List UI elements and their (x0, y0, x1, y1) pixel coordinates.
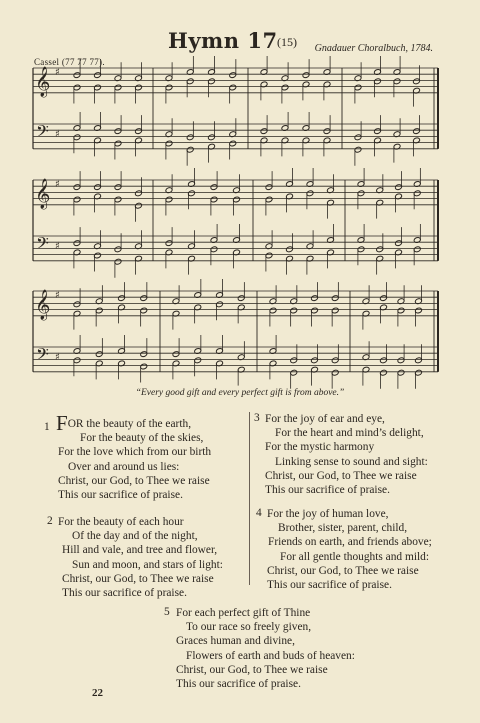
bass-clef: 𝄢 (36, 233, 49, 257)
bass-clef: 𝄢 (36, 344, 49, 368)
verse-line: Sun and moon, and stars of light: (72, 558, 223, 571)
verse-number: 3 (254, 412, 260, 424)
verse-line: This our sacrifice of praise. (62, 587, 187, 600)
verse-4 (267, 507, 432, 592)
treble-clef: 𝄞 (35, 290, 51, 320)
verse-line: For all gentle thoughts and mild: (280, 550, 430, 563)
page-number: 22 (92, 687, 103, 699)
verse-line: Brother, sister, parent, child, (278, 522, 408, 535)
verse-line: Hill and vale, and tree and flower, (62, 544, 218, 557)
verse-line: For the mystic harmony (265, 441, 375, 454)
verse-line: Friends on earth, and friends above; (268, 536, 432, 549)
drop-cap: F (56, 411, 68, 435)
verse-line: For the beauty of the skies, (80, 432, 204, 445)
verse-line: This our sacrifice of praise. (267, 579, 392, 592)
verse-3 (265, 412, 428, 497)
verse-number: 5 (164, 606, 170, 618)
hymn-number: (15) (277, 35, 297, 49)
verse-line: Of the day and of the night, (72, 530, 198, 543)
verse-line: This our sacrifice of praise. (265, 484, 390, 497)
verse-line: Flowers of earth and buds of heaven: (186, 649, 355, 662)
verse-1 (56, 411, 212, 502)
verse-line: This our sacrifice of praise. (176, 678, 301, 691)
verse-line: For the beauty of each hour (58, 516, 184, 528)
sharp-sign: ♯ (55, 179, 60, 190)
hymn-title: Hymn 17 (168, 28, 278, 53)
verse-line: For the heart and mind’s delight, (275, 427, 424, 440)
sharp-sign: ♯ (55, 129, 60, 140)
bass-clef: 𝄢 (36, 121, 49, 145)
verse-line: Christ, our God, to Thee we raise (267, 564, 419, 577)
verse-line: Christ, our God, to Thee we raise (58, 474, 210, 487)
verse-line: Christ, our God, to Thee we raise (176, 663, 328, 676)
sharp-sign: ♯ (55, 352, 60, 363)
verse-line: For the joy of ear and eye, (265, 413, 385, 425)
sharp-sign: ♯ (55, 67, 60, 78)
tune-name: Cassel (77 77 77). (34, 57, 105, 67)
sharp-sign: ♯ (55, 241, 60, 252)
verse-line: For the joy of human love, (267, 508, 389, 520)
verse-line: Graces human and divine, (176, 635, 295, 648)
verse-line: To our race so freely given, (186, 621, 312, 634)
verse-number: 1 (44, 421, 50, 433)
column-divider (249, 412, 250, 585)
tune-source: Gnadauer Choralbuch, 1784. (314, 43, 433, 54)
verse-line: Christ, our God, to Thee we raise (265, 469, 417, 482)
verse-line: Linking sense to sound and sight: (275, 455, 428, 468)
treble-clef: 𝄞 (35, 179, 51, 209)
verse-line: This our sacrifice of praise. (58, 489, 183, 502)
scripture-caption: “Every good gift and every perfect gift is from above.” (135, 388, 345, 398)
verse-line: Christ, our God, to Thee we raise (62, 572, 214, 585)
treble-clef: 𝄞 (35, 67, 51, 97)
verse-line: Over and around us lies: (68, 460, 180, 473)
verse-number: 2 (47, 515, 53, 527)
verse-line: FOR the beauty of the earth, (56, 411, 192, 435)
sharp-sign: ♯ (55, 290, 60, 301)
verse-line: For each perfect gift of Thine (176, 607, 311, 619)
verse-2 (58, 515, 223, 600)
verse-line: For the love which from our birth (58, 446, 212, 459)
verse-5 (176, 606, 355, 691)
verse-number: 4 (256, 507, 262, 519)
